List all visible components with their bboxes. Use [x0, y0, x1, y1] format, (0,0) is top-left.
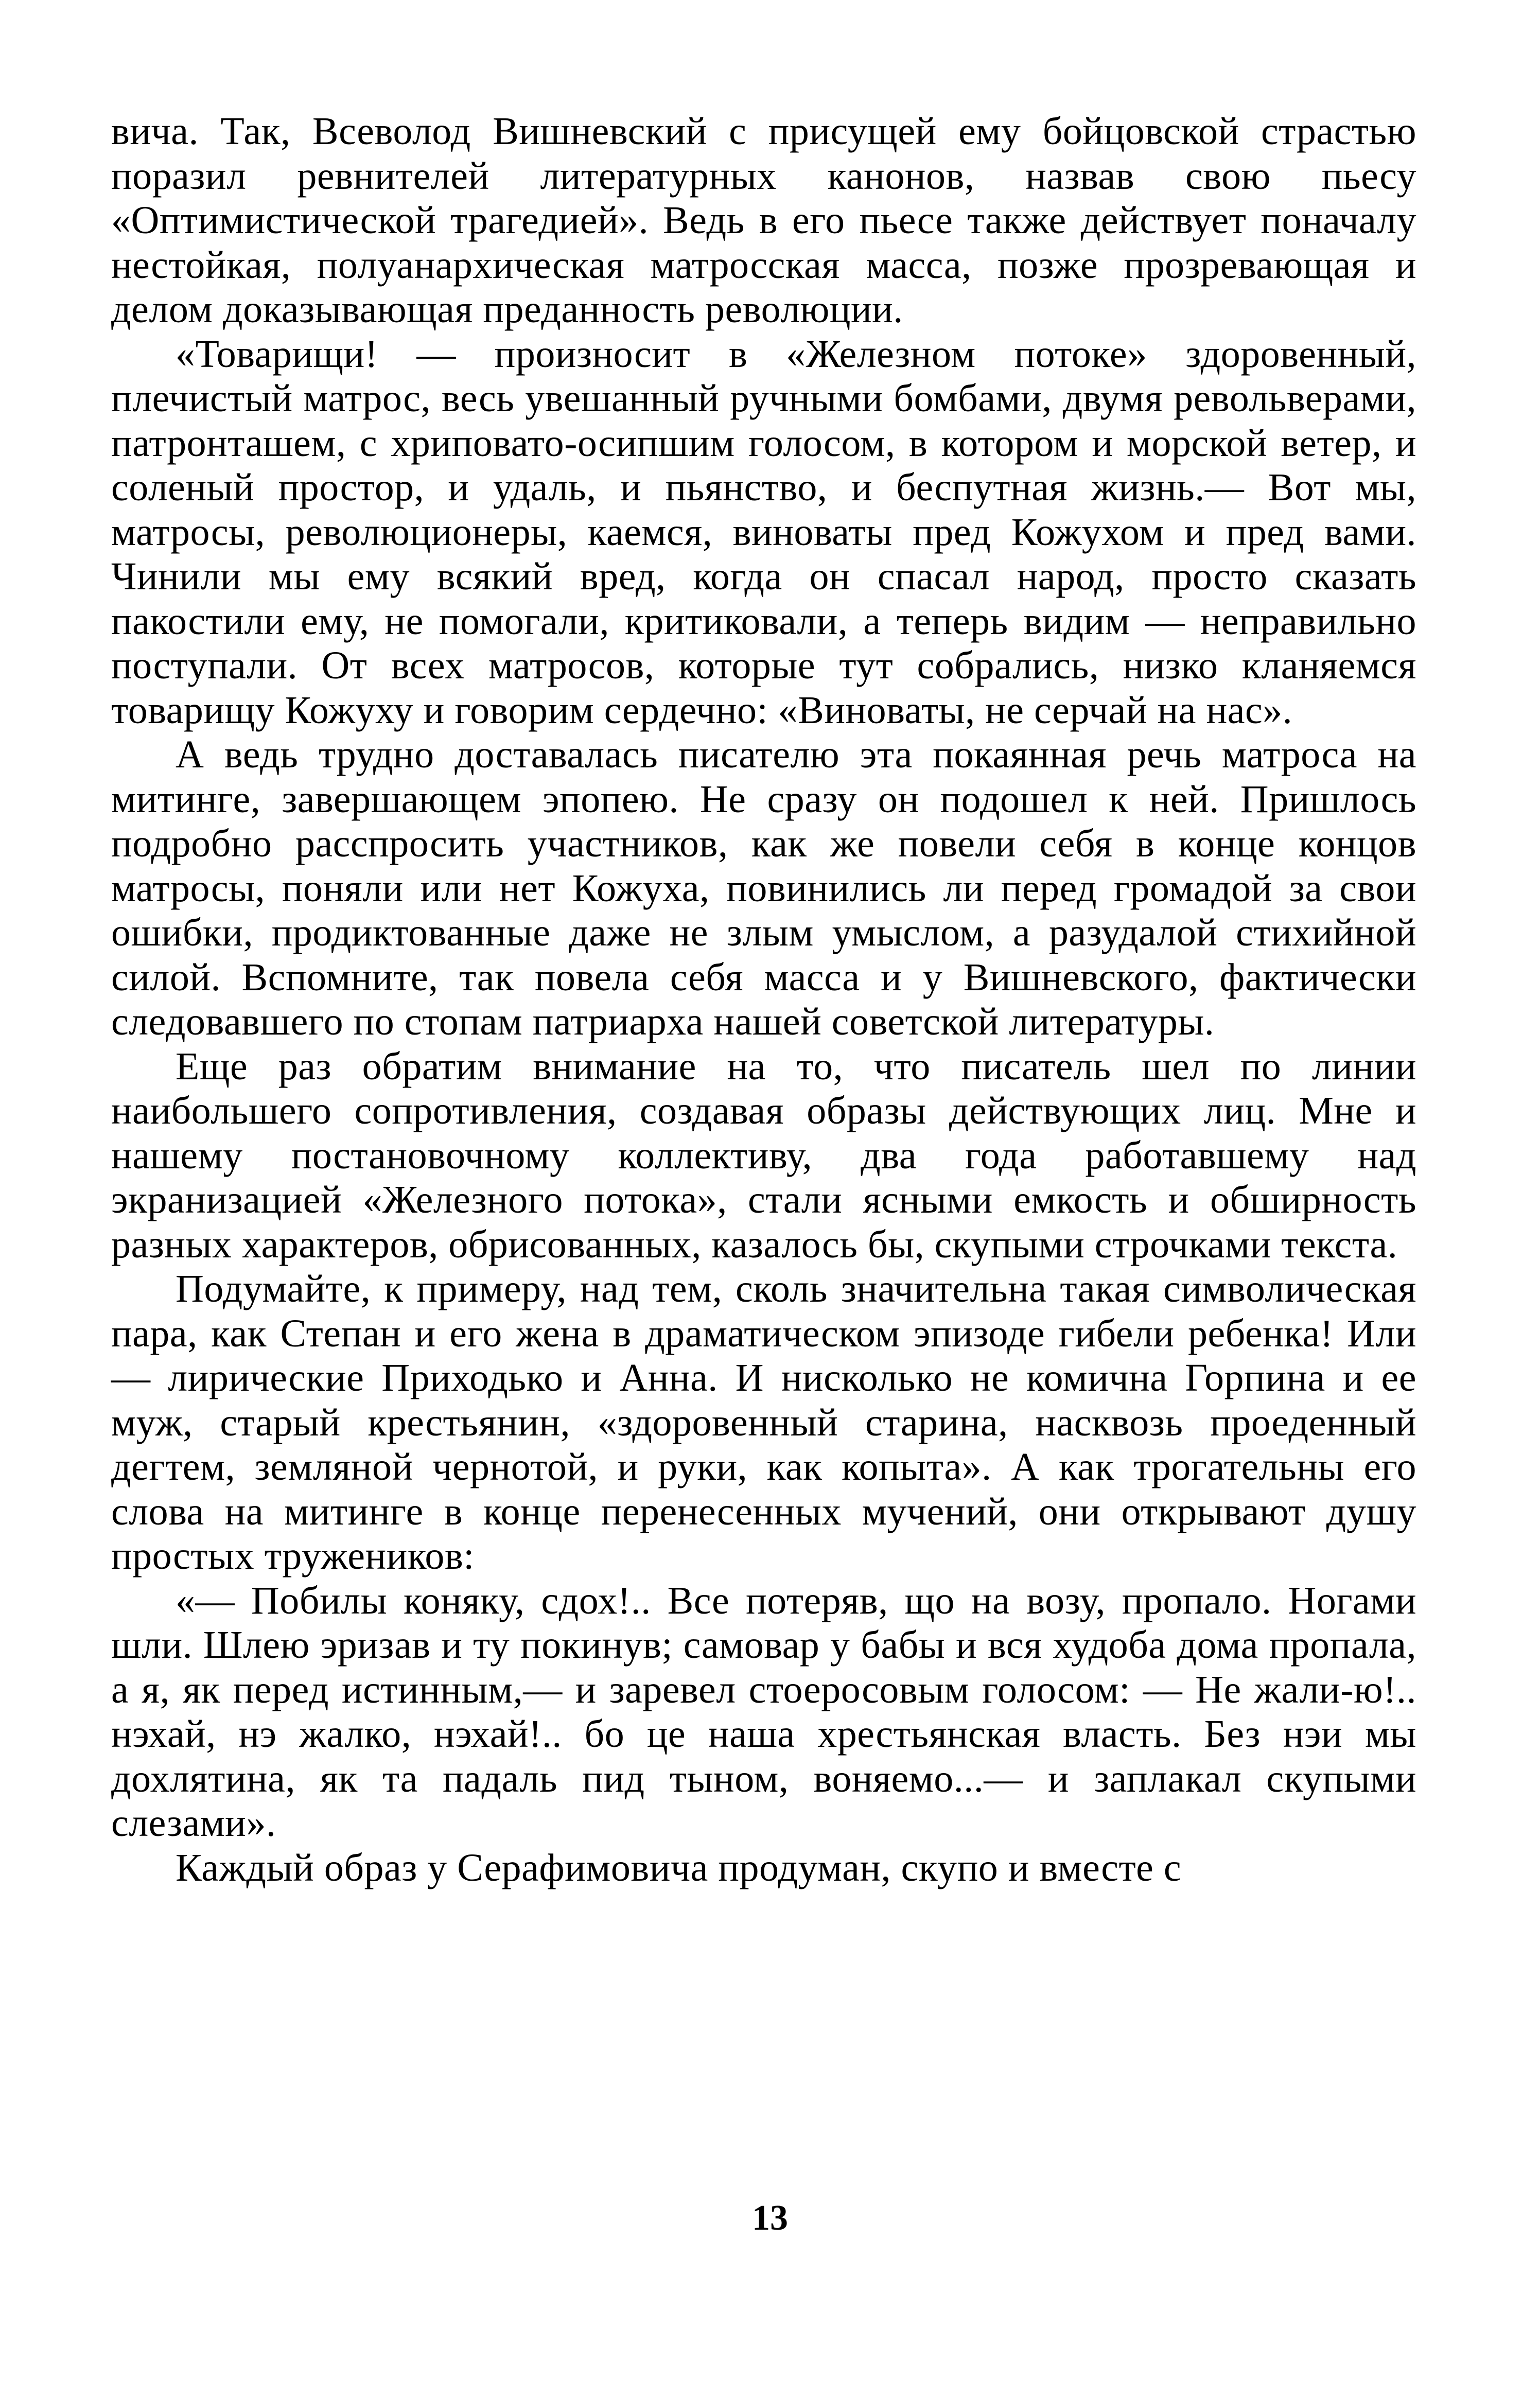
paragraph-6: «— Побилы коняку, сдох!.. Все потеряв, що на возу, пропало. Ногами шли. Шлею эризав и ту покинув; самовар у бабы и вся худоба дома пропала, а я, як перед истинным,— и заревел стоеросовым голосом: — Не жали-ю!.. нэхай, нэ жалко, нэхай!.. бо це наша хрестьянская власть. Без нэи мы дохлятина, як та падаль пид тыном, воняемо...— и заплакал скупыми слезами».: [111, 1579, 1416, 1845]
page-number: 13: [752, 2198, 788, 2238]
paragraph-2: «Товарищи! — произносит в «Железном потоке» здоровенный, плечистый матрос, весь увешанный ручными бомбами, двумя револьверами, патронташем, с хриповато-осипшим голосом, в котором и морской ветер, и соленый простор, и удаль, и пьянство, и беспутная жизнь.— Вот мы, матросы, революционеры, каемся, виноваты пред Кожухом и пред вами. Чинили мы ему всякий вред, когда он спасал народ, просто сказать пакостили ему, не помогали, критиковали, а теперь видим — неправильно поступали. От всех матросов, которые тут собрались, низко кланяемся товарищу Кожуху и говорим сердечно: «Виноваты, не серчай на нас».: [111, 332, 1416, 732]
paragraph-5: Подумайте, к примеру, над тем, сколь значительна такая символическая пара, как Степан и его жена в драматическом эпизоде гибели ребенка! Или — лирические Приходько и Анна. И нисколько не комична Горпина и ее муж, старый крестьянин, «здоровенный старина, насквозь проеденный дегтем, земляной чернотой, и руки, как копыта». А как трогательны его слова на митинге в конце перенесенных мучений, они открывают душу простых тружеников:: [111, 1267, 1416, 1578]
paragraph-1: вича. Так, Всеволод Вишневский с присущей ему бойцовской страстью поразил ревнителей литературных канонов, назвав свою пьесу «Оптимистической трагедией». Ведь в его пьесе также действует поначалу нестойкая, полуанархическая матросская масса, позже прозревающая и делом доказывающая преданность революции.: [111, 110, 1416, 331]
body-text: [111, 109, 1416, 1890]
paragraph-3: А ведь трудно доставалась писателю эта покаянная речь матроса на митинге, завершающем эпопею. Не сразу он подошел к ней. Пришлось подробно расспросить участников, как же повели себя в конце концов матросы, поняли или нет Кожуха, повинились ли перед громадой за свои ошибки, продиктованные даже не злым умыслом, а разудалой стихийной силой. Вспомните, так повела себя масса и у Вишневского, фактически следовавшего по стопам патриарха нашей советской литературы.: [111, 733, 1416, 1043]
paragraph-7: Каждый образ у Серафимовича продуман, скупо и вместе с: [176, 1846, 1182, 1889]
paragraph-4: Еще раз обратим внимание на то, что писатель шел по линии наибольшего сопротивления, создавая образы действующих лиц. Мне и нашему постановочному коллективу, два года работавшему над экранизацией «Железного потока», стали ясными емкость и обширность разных характеров, обрисованных, казалось бы, скупыми строчками текста.: [111, 1044, 1416, 1266]
